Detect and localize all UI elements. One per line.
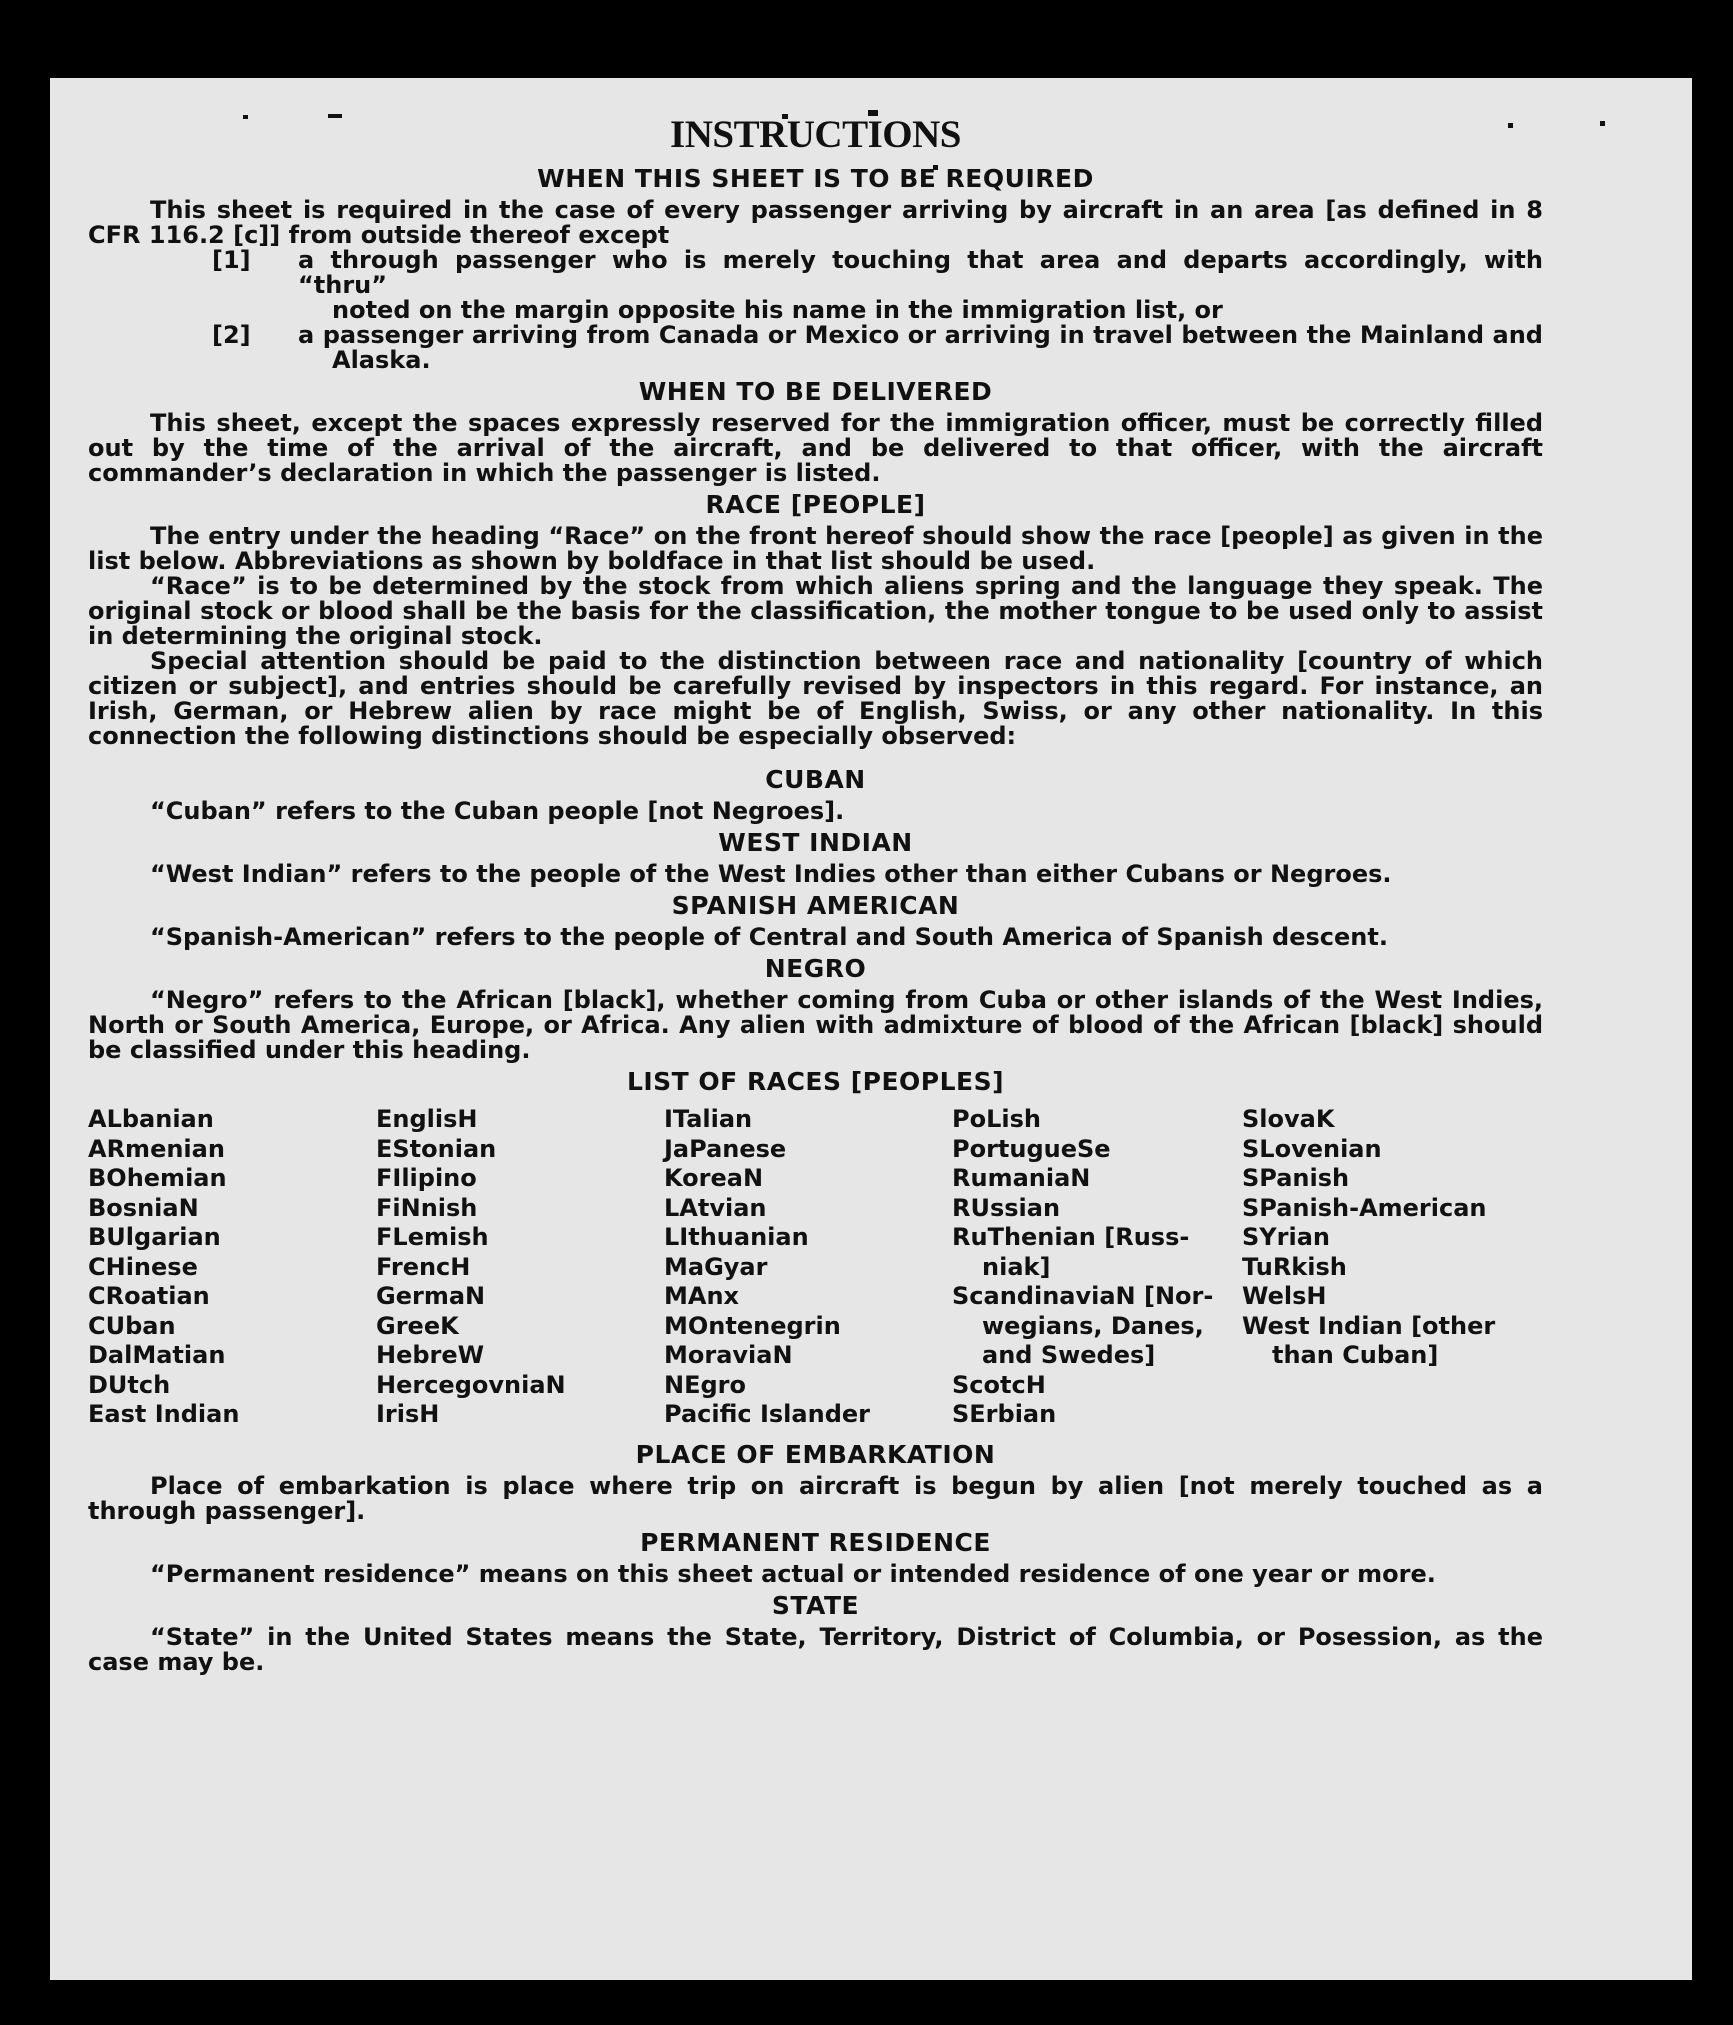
race-entry: TuRkish bbox=[1242, 1252, 1347, 1281]
section-heading: SPANISH AMERICAN bbox=[671, 891, 960, 920]
scan-speck bbox=[1600, 121, 1605, 126]
paragraph: “State” in the United States means the State, Territory, District of Columbia, or Posession, as the case may be. bbox=[88, 1622, 1543, 1676]
race-entry: GreeK bbox=[376, 1311, 459, 1340]
race-entry: MoraviaN bbox=[664, 1341, 793, 1369]
race-entry: LAtvian bbox=[664, 1193, 767, 1222]
section-heading: WHEN TO BE DELIVERED bbox=[638, 377, 993, 406]
paragraph: Place of embarkation is place where trip on aircraft is begun by alien [not merely touched as a through passenger]. bbox=[88, 1471, 1543, 1525]
race-column bbox=[376, 1105, 664, 1430]
race-list bbox=[88, 1105, 1543, 1430]
race-entry: SLovenian bbox=[1242, 1134, 1382, 1163]
race-entry: RuThenian [Russ- bbox=[952, 1223, 1190, 1251]
list-item bbox=[88, 248, 1543, 323]
section-heading: WEST INDIAN bbox=[718, 828, 913, 857]
race-entry: BOhemian bbox=[88, 1164, 227, 1192]
race-entry: West Indian [other bbox=[1242, 1311, 1496, 1340]
race-entry: GermaN bbox=[376, 1282, 486, 1310]
race-entry: ITalian bbox=[664, 1105, 753, 1133]
race-entry: FiNnish bbox=[376, 1193, 478, 1222]
race-entry: FrencH bbox=[376, 1252, 471, 1281]
paragraph: “Permanent residence” means on this sheet actual or intended residence of one year or more. bbox=[150, 1559, 1436, 1588]
race-entry: HercegovniaN bbox=[376, 1370, 566, 1399]
race-entry: PortugueSe bbox=[952, 1134, 1111, 1163]
section-heading: LIST OF RACES [PEOPLES] bbox=[626, 1067, 1005, 1096]
race-entry-continued: niak] bbox=[982, 1252, 1051, 1281]
race-entry: SPanish bbox=[1242, 1164, 1350, 1192]
race-entry: MAnx bbox=[664, 1282, 740, 1310]
instructions-text bbox=[88, 110, 1543, 1675]
section-heading: PERMANENT RESIDENCE bbox=[640, 1527, 991, 1557]
race-entry: SPanish-American bbox=[1242, 1193, 1487, 1222]
paragraph: Special attention should be paid to the distinction between race and nationality [country of which citizen or subject], and entries should be carefully revised by inspectors in this regard. For instance, an Irish, German, or Hebrew alien by race might be of English, Swiss, or any other nationality. In this connection the following distinctions should be especially observed: bbox=[88, 647, 1543, 750]
list-item bbox=[88, 323, 1543, 373]
race-entry: LIthuanian bbox=[664, 1223, 809, 1251]
race-entry: IrisH bbox=[376, 1400, 440, 1428]
race-entry: HebreW bbox=[376, 1341, 485, 1369]
race-entry: CRoatian bbox=[88, 1282, 210, 1310]
race-column bbox=[952, 1105, 1242, 1430]
section-heading: CUBAN bbox=[765, 765, 866, 794]
race-entry: FLemish bbox=[376, 1223, 489, 1251]
race-entry: SErbian bbox=[952, 1400, 1057, 1428]
race-entry: RUssian bbox=[952, 1193, 1061, 1222]
race-column bbox=[88, 1105, 376, 1430]
race-entry: CUban bbox=[88, 1311, 176, 1340]
race-entry: BUlgarian bbox=[88, 1223, 221, 1251]
item-text: a passenger arriving from Canada or Mexico or arriving in travel between the Mainland and bbox=[298, 321, 1543, 349]
item-number: [1] bbox=[212, 246, 251, 274]
item-text: a through passenger who is merely touching that area and departs accordingly, with “thru” bbox=[298, 246, 1543, 299]
race-entry: FIlipino bbox=[376, 1164, 477, 1192]
race-entry: ALbanian bbox=[88, 1105, 214, 1133]
paragraph: “West Indian” refers to the people of the West Indies other than either Cubans or Negroes. bbox=[150, 860, 1392, 888]
race-entry: MOntenegrin bbox=[664, 1311, 841, 1340]
race-entry: KoreaN bbox=[664, 1164, 764, 1192]
section-heading: STATE bbox=[771, 1590, 860, 1620]
race-entry: DUtch bbox=[88, 1370, 171, 1399]
race-entry: BosniaN bbox=[88, 1193, 199, 1222]
section-heading: WHEN THIS SHEET IS TO BE REQUIRED bbox=[537, 164, 1094, 193]
item-number: [2] bbox=[212, 321, 251, 349]
item-text-continued: noted on the margin opposite his name in the immigration list, or bbox=[332, 296, 1223, 324]
paragraph: This sheet, except the spaces expressly reserved for the immigration officer, must be correctly filled out by the time of the arrival of the aircraft, and be delivered to that officer, with the aircraft commander’s declaration in which the passenger is listed. bbox=[88, 409, 1543, 487]
race-entry: RumaniaN bbox=[952, 1164, 1091, 1192]
paragraph: The entry under the heading “Race” on the front hereof should show the race [people] as given in the list below. Abbreviations as shown by boldface in that list should be used. bbox=[88, 522, 1543, 575]
race-entry: MaGyar bbox=[664, 1252, 768, 1281]
race-entry: CHinese bbox=[88, 1252, 198, 1281]
race-entry: ARmenian bbox=[88, 1134, 225, 1163]
race-entry: Pacific Islander bbox=[664, 1400, 870, 1428]
race-entry: EStonian bbox=[376, 1134, 497, 1163]
race-entry: ScandinaviaN [Nor- bbox=[952, 1282, 1214, 1310]
paragraph: “Cuban” refers to the Cuban people [not Negroes]. bbox=[150, 797, 845, 825]
race-entry: PoLish bbox=[952, 1105, 1041, 1133]
race-entry: SlovaK bbox=[1242, 1105, 1335, 1133]
item-text-continued: Alaska. bbox=[332, 346, 431, 374]
race-entry: NEgro bbox=[664, 1370, 746, 1399]
paragraph: “Spanish-American” refers to the people of Central and South America of Spanish descent. bbox=[150, 923, 1388, 951]
race-entry-continued: than Cuban] bbox=[1272, 1341, 1439, 1369]
section-heading: PLACE OF EMBARKATION bbox=[635, 1439, 996, 1469]
race-column bbox=[1242, 1105, 1532, 1430]
race-entry: EnglisH bbox=[376, 1105, 478, 1133]
section-heading: RACE [PEOPLE] bbox=[705, 490, 926, 519]
race-entry: WelsH bbox=[1242, 1282, 1327, 1310]
paragraph: This sheet is required in the case of every passenger arriving by aircraft in an area [as defined in 8 CFR 116.2 [c]] from outside thereof except bbox=[88, 196, 1543, 249]
race-entry-continued: and Swedes] bbox=[982, 1341, 1156, 1369]
race-entry: ScotcH bbox=[952, 1370, 1046, 1399]
race-column bbox=[664, 1105, 952, 1430]
race-entry: DalMatian bbox=[88, 1341, 226, 1369]
paragraph: “Negro” refers to the African [black], whether coming from Cuba or other islands of the West Indies, North or South America, Europe, or Africa. Any alien with admixture of blood of the African [black] should be classified under this heading. bbox=[88, 986, 1543, 1064]
race-entry: JaPanese bbox=[664, 1134, 787, 1163]
page-title: INSTRUCTIONS bbox=[670, 113, 961, 156]
section-heading: NEGRO bbox=[764, 954, 867, 983]
paragraph: “Race” is to be determined by the stock from which aliens spring and the language they speak. The original stock or blood shall be the basis for the classification, the mother tongue to be used only to assist in determining the original stock. bbox=[88, 572, 1543, 650]
race-entry: SYrian bbox=[1242, 1223, 1331, 1251]
race-entry: East Indian bbox=[88, 1400, 240, 1428]
race-entry-continued: wegians, Danes, bbox=[982, 1311, 1204, 1340]
